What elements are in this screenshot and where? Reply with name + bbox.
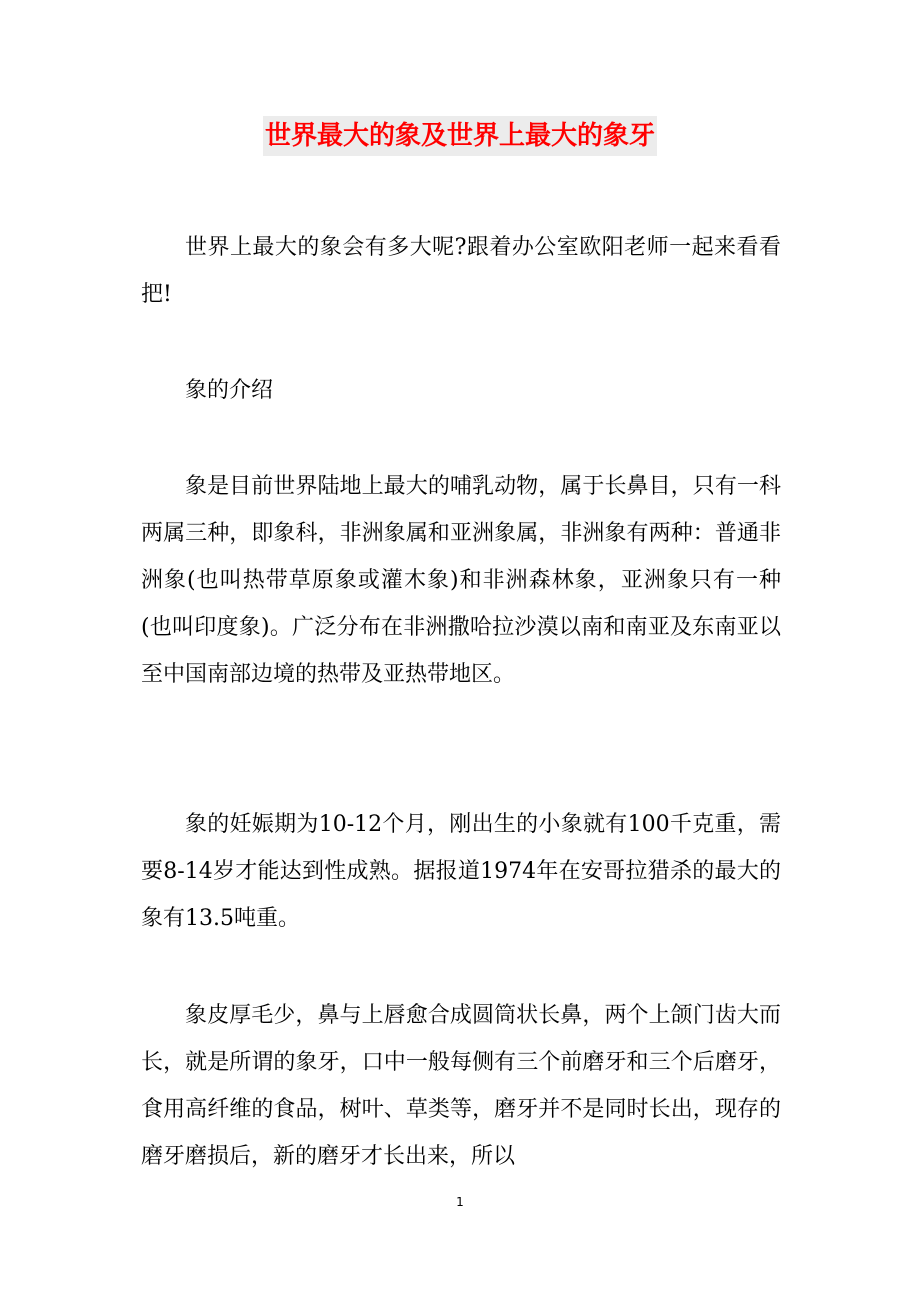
paragraph-elephant-anatomy: 象皮厚毛少，鼻与上唇愈合成圆筒状长鼻，两个上颌门齿大而长，就是所谓的象牙，口中一般每侧有三个前磨牙和三个后磨牙，食用高纤维的食品，树叶、草类等，磨牙并不是同时长出，现存的磨牙磨损后，新的磨牙才长出来，所以 xyxy=(141,1003,781,1169)
title-container xyxy=(0,116,920,156)
document-title: 世界最大的象及世界上最大的象牙 xyxy=(263,116,657,156)
paragraph-elephant-gestation: 象的妊娠期为10-12个月，刚出生的小象就有100千克重，需要8-14岁才能达到性成熟。据报道1974年在安哥拉猎杀的最大的象有13.5吨重。 xyxy=(141,812,781,931)
intro-paragraph: 世界上最大的象会有多大呢?跟着办公室欧阳老师一起来看看把! xyxy=(141,235,781,307)
section-heading: 象的介绍 xyxy=(185,378,274,403)
paragraph-elephant-classification: 象是目前世界陆地上最大的哺乳动物，属于长鼻目，只有一科两属三种，即象科，非洲象属和亚洲象属，非洲象有两种：普通非洲象(也叫热带草原象或灌木象)和非洲森林象，亚洲象只有一种(也叫印度象)。广泛分布在非洲撒哈拉沙漠以南和南亚及东南亚以至中国南部边境的热带及亚热带地区。 xyxy=(141,474,781,687)
page-number: 1 xyxy=(456,1195,464,1209)
